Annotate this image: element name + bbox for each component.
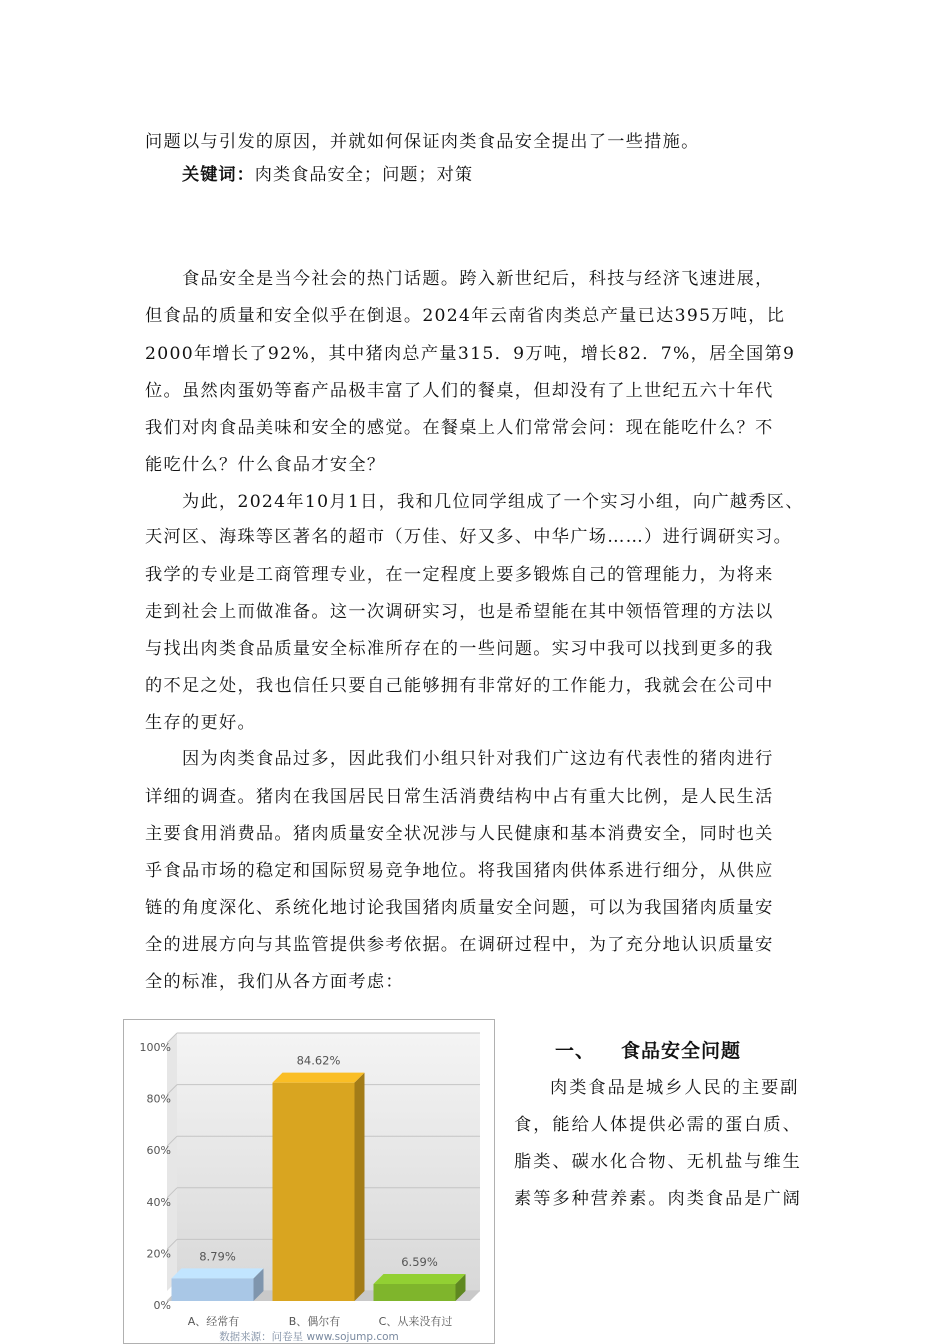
p2-line: 与找出肉类食品质量安全标准所存在的一些问题。实习中我可以找到更多的我 [145,639,774,659]
x-category-label: C、从来没有过 [378,1315,453,1328]
source-note: 数据来源：问卷星 www.sojump.com [219,1331,399,1343]
p2-line: 走到社会上而做准备。这一次调研实习，也是希望能在其中领悟管理的方法以 [145,602,774,622]
bar [374,1284,456,1301]
y-tick-label: 100% [139,1041,171,1054]
section-heading [555,1036,741,1063]
bar-chart [123,1019,495,1344]
p2-line: 的不足之处，我也信任只要自己能够拥有非常好的工作能力，我就会在公司中 [145,676,774,696]
section-line: 食，能给人体提供必需的蛋白质、 [514,1115,802,1135]
bar-top [374,1274,466,1284]
y-tick-label: 40% [146,1195,171,1209]
x-category-label: B、偶尔有 [288,1315,341,1328]
y-tick-label: 20% [146,1247,171,1261]
section-line: 脂类、碳水化合物、无机盐与维生 [514,1152,802,1172]
p2-line: 我学的专业是工商管理专业，在一定程度上要多锻炼自己的管理能力，为将来 [145,565,774,585]
bar-side [355,1073,365,1301]
keywords-text: 肉类食品安全；问题；对策 [254,165,474,185]
bar [273,1083,355,1301]
y-tick-label: 80% [146,1092,171,1106]
bar-top [273,1073,365,1083]
p2-line: 为此，2024年10月1日，我和几位同学组成了一个实习小组，向广越秀区、 [182,492,804,512]
p1-line: 能吃什么？什么食品才安全？ [145,455,386,475]
p3-line: 主要食用消费品。猪肉质量安全状况涉与人民健康和基本消费安全，同时也关 [145,824,774,844]
data-label: 8.79% [199,1249,236,1264]
p3-line: 全的进展方向与其监管提供参考依据。在调研过程中，为了充分地认识质量安 [145,935,774,955]
bar-top [172,1268,264,1278]
data-label: 6.59% [401,1254,438,1269]
section-line: 肉类食品是城乡人民的主要副 [550,1078,800,1098]
y-tick-label: 60% [146,1144,171,1158]
p3-line: 全的标准，我们从各方面考虑： [145,972,404,992]
p3-line: 乎食品市场的稳定和国际贸易竞争地位。将我国猪肉供体系进行细分，从供应 [145,861,774,881]
p1-line: 我们对肉食品美味和安全的感觉。在餐桌上人们常常会问：现在能吃什么？不 [145,418,774,438]
data-label: 84.62% [296,1053,341,1068]
intro-tail: 问题以与引发的原因，并就如何保证肉类食品安全提出了一些措施。 [145,132,700,152]
section-line: 素等多种营养素。肉类食品是广阔 [514,1189,802,1209]
p1-line: 位。虽然肉蛋奶等畜产品极丰富了人们的餐桌，但却没有了上世纪五六十年代 [145,381,774,401]
p1-line: 2000年增长了92%，其中猪肉总产量315．9万吨，增长82．7%，居全国第9 [145,344,796,364]
p1-line: 但食品的质量和安全似乎在倒退。2024年云南省肉类总产量已达395万吨，比 [145,306,786,326]
keywords [182,160,473,185]
bar [172,1278,254,1301]
keywords-label: 关键词： [182,165,255,185]
x-category-label: A、经常有 [187,1315,240,1328]
p2-line: 生存的更好。 [145,713,256,733]
section-number: 一、 [555,1040,596,1062]
p3-line: 链的角度深化、系统化地讨论我国猪肉质量安全问题，可以为我国猪肉质量安 [145,898,774,918]
p1-line: 食品安全是当今社会的热门话题。跨入新世纪后，科技与经济飞速进展， [182,269,774,289]
y-tick-label: 0% [153,1299,171,1312]
p2-line: 天河区、海珠等区著名的超市（万佳、好又多、中华广场……）进行调研实习。 [145,527,793,547]
p3-line: 详细的调查。猪肉在我国居民日常生活消费结构中占有重大比例，是人民生活 [145,787,774,807]
section-title: 食品安全问题 [621,1040,742,1062]
p3-line: 因为肉类食品过多，因此我们小组只针对我们广这边有代表性的猪肉进行 [182,749,774,769]
